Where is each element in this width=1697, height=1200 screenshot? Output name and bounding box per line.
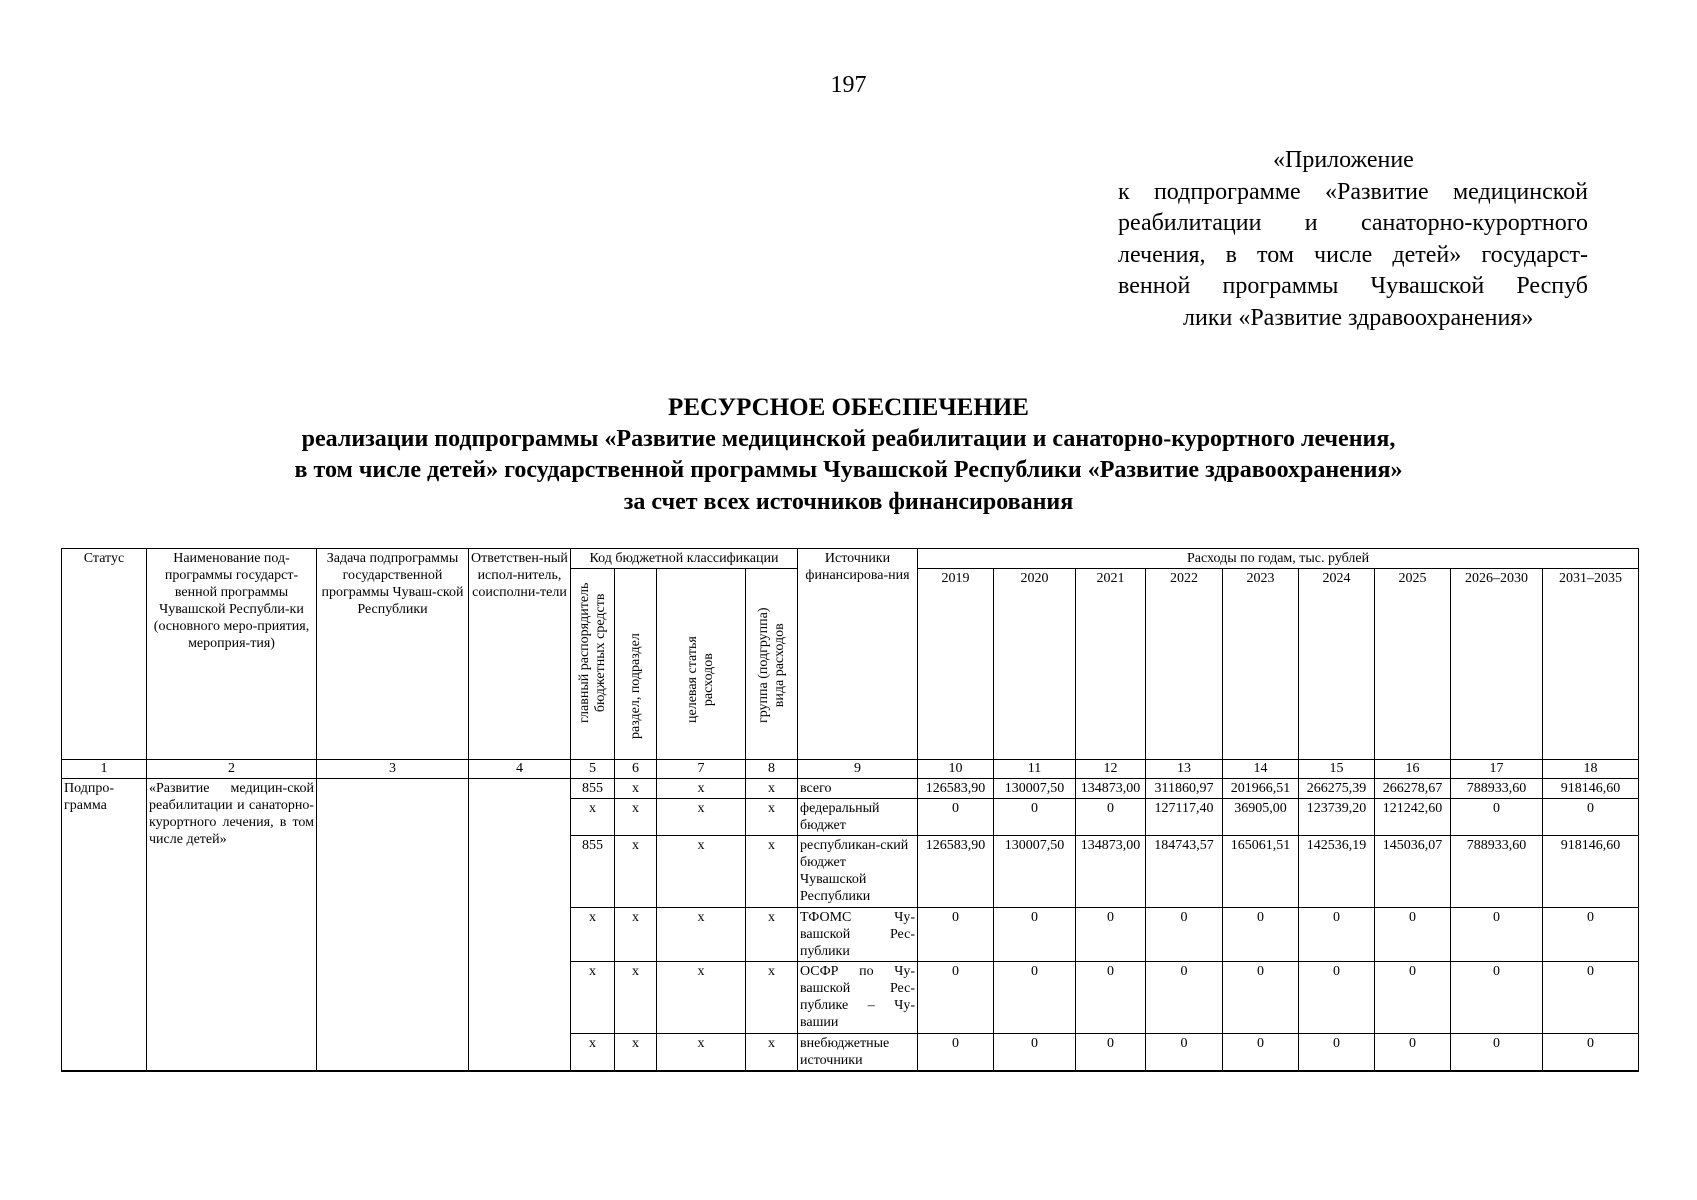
value-cell: 201966,51 xyxy=(1223,779,1299,799)
header-cs-line: расходов xyxy=(701,653,716,707)
value-cell: 0 xyxy=(1146,908,1223,962)
value-cell: 127117,40 xyxy=(1146,799,1223,836)
column-number: 1 xyxy=(62,760,147,779)
gr-cell: 855 xyxy=(571,779,615,799)
header-cs-text xyxy=(685,636,717,723)
header-vr-line: вида расходов xyxy=(771,623,787,708)
cs-cell: x xyxy=(657,962,746,1034)
cs-cell: x xyxy=(657,779,746,799)
value-cell: 126583,90 xyxy=(918,836,994,908)
task-cell xyxy=(317,779,469,1072)
value-cell: 0 xyxy=(994,962,1076,1034)
header-cs xyxy=(657,569,746,760)
rz-cell: x xyxy=(615,962,657,1034)
vr-cell: x xyxy=(746,779,798,799)
vr-cell: x xyxy=(746,1034,798,1072)
rz-cell: x xyxy=(615,1034,657,1072)
value-cell: 134873,00 xyxy=(1076,836,1146,908)
value-cell: 0 xyxy=(1451,908,1543,962)
value-cell: 0 xyxy=(1543,962,1639,1034)
header-year: 2023 xyxy=(1223,569,1299,760)
header-rz-text xyxy=(628,633,644,739)
appendix-note xyxy=(1118,145,1588,334)
column-number: 11 xyxy=(994,760,1076,779)
header-rz-line: раздел, подраздел xyxy=(627,633,643,739)
value-cell: 918146,60 xyxy=(1543,779,1639,799)
value-cell: 0 xyxy=(1223,908,1299,962)
value-cell: 266275,39 xyxy=(1299,779,1375,799)
header-cs-line: целевая статья xyxy=(685,636,700,723)
header-gr xyxy=(571,569,615,760)
value-cell: 165061,51 xyxy=(1223,836,1299,908)
value-cell: 0 xyxy=(1451,1034,1543,1072)
value-cell: 0 xyxy=(918,962,994,1034)
value-cell: 266278,67 xyxy=(1375,779,1451,799)
value-cell: 0 xyxy=(1543,908,1639,962)
value-cell: 0 xyxy=(918,799,994,836)
gr-cell: 855 xyxy=(571,836,615,908)
value-cell: 0 xyxy=(1375,962,1451,1034)
header-budget-code: Код бюджетной классификации xyxy=(571,549,798,569)
gr-cell: x xyxy=(571,799,615,836)
header-vr-line: группа (подгруппа) xyxy=(755,607,771,723)
header-year: 2025 xyxy=(1375,569,1451,760)
value-cell: 0 xyxy=(1543,799,1639,836)
header-rz xyxy=(615,569,657,760)
appendix-line: к подпрограмме «Развитие медицинской xyxy=(1118,178,1588,205)
value-cell: 130007,50 xyxy=(994,779,1076,799)
resource-table xyxy=(61,548,1639,1072)
cs-cell: x xyxy=(657,799,746,836)
source-cell: внебюджетные источники xyxy=(798,1034,918,1072)
column-number: 13 xyxy=(1146,760,1223,779)
column-number: 4 xyxy=(469,760,571,779)
value-cell: 0 xyxy=(1375,908,1451,962)
header-expenses: Расходы по годам, тыс. рублей xyxy=(918,549,1639,569)
source-cell: республикан-ский бюджет Чувашской Республики xyxy=(798,836,918,908)
value-cell: 0 xyxy=(1146,1034,1223,1072)
appendix-line: «Приложение xyxy=(1273,147,1414,173)
value-cell: 184743,57 xyxy=(1146,836,1223,908)
column-number: 5 xyxy=(571,760,615,779)
title-line: в том числе детей» государственной программы Чувашской Республики «Развитие здравоохранения» xyxy=(294,457,1403,483)
header-row xyxy=(62,549,1639,569)
header-name: Наименование под-программы государст-венной программы Чувашской Республи-ки (основного меро-приятия, мероприя-тия) xyxy=(147,549,317,760)
header-year: 2026–2030 xyxy=(1451,569,1543,760)
value-cell: 311860,97 xyxy=(1146,779,1223,799)
header-year: 2021 xyxy=(1076,569,1146,760)
title-line: реализации подпрограммы «Развитие медицинской реабилитации и санаторно-курортного лечения, xyxy=(301,425,1396,452)
header-status: Статус xyxy=(62,549,147,760)
value-cell: 145036,07 xyxy=(1375,836,1451,908)
value-cell: 0 xyxy=(1146,962,1223,1034)
status-cell: Подпро-грамма xyxy=(62,779,147,1072)
title-line: за счет всех источников финансирования xyxy=(623,488,1074,515)
appendix-line: лики «Развитие здравоохранения» xyxy=(1183,304,1534,331)
column-number: 18 xyxy=(1543,760,1639,779)
gr-cell: x xyxy=(571,908,615,962)
appendix-line: венной программы Чувашской Респуб xyxy=(1118,273,1588,299)
value-cell: 130007,50 xyxy=(994,836,1076,908)
document-title xyxy=(0,392,1697,518)
value-cell: 0 xyxy=(1451,799,1543,836)
value-cell: 0 xyxy=(1076,908,1146,962)
column-number: 7 xyxy=(657,760,746,779)
rz-cell: x xyxy=(615,908,657,962)
subprogram-name-cell: «Развитие медицин-ской реабилитации и санаторно-курортного лечения, в том числе детей» xyxy=(147,779,317,1072)
gr-cell: x xyxy=(571,962,615,1034)
source-cell: всего xyxy=(798,779,918,799)
header-gr-text xyxy=(577,583,609,723)
header-gr-line: бюджетных средств xyxy=(592,593,608,713)
column-number: 16 xyxy=(1375,760,1451,779)
value-cell: 0 xyxy=(918,908,994,962)
header-sources: Источники финансирова-ния xyxy=(798,549,918,760)
appendix-line: реабилитации и санаторно-курортного xyxy=(1118,210,1588,236)
value-cell: 0 xyxy=(1543,1034,1639,1072)
value-cell: 0 xyxy=(1076,962,1146,1034)
gr-cell: x xyxy=(571,1034,615,1072)
responsible-cell xyxy=(469,779,571,1072)
source-cell: федеральный бюджет xyxy=(798,799,918,836)
source-cell: ТФОМС Чу-вашской Рес-публики xyxy=(798,908,918,962)
column-number: 17 xyxy=(1451,760,1543,779)
header-task: Задача подпрограммы государственной программы Чуваш-ской Республики xyxy=(317,549,469,760)
title-main: РЕСУРСНОЕ ОБЕСПЕЧЕНИЕ xyxy=(668,394,1029,421)
column-number: 12 xyxy=(1076,760,1146,779)
value-cell: 0 xyxy=(1076,799,1146,836)
column-number: 2 xyxy=(147,760,317,779)
header-year: 2022 xyxy=(1146,569,1223,760)
value-cell: 36905,00 xyxy=(1223,799,1299,836)
source-cell: ОСФР по Чу-вашской Рес-публике – Чу-вашии xyxy=(798,962,918,1034)
appendix-line: лечения, в том числе детей» государст- xyxy=(1118,241,1588,268)
column-number: 15 xyxy=(1299,760,1375,779)
column-number: 8 xyxy=(746,760,798,779)
value-cell: 121242,60 xyxy=(1375,799,1451,836)
value-cell: 918146,60 xyxy=(1543,836,1639,908)
header-vr-text xyxy=(756,607,788,723)
value-cell: 134873,00 xyxy=(1076,779,1146,799)
value-cell: 0 xyxy=(1223,962,1299,1034)
rz-cell: x xyxy=(615,799,657,836)
header-year: 2019 xyxy=(918,569,994,760)
column-number-row xyxy=(62,760,1639,779)
page-number: 197 xyxy=(830,72,867,98)
value-cell: 126583,90 xyxy=(918,779,994,799)
vr-cell: x xyxy=(746,908,798,962)
header-vr xyxy=(746,569,798,760)
vr-cell: x xyxy=(746,962,798,1034)
header-responsible: Ответствен-ный испол-нитель, соисполни-тели xyxy=(469,549,571,760)
value-cell: 142536,19 xyxy=(1299,836,1375,908)
value-cell: 0 xyxy=(1299,1034,1375,1072)
value-cell: 0 xyxy=(918,1034,994,1072)
value-cell: 0 xyxy=(1299,908,1375,962)
value-cell: 0 xyxy=(1223,1034,1299,1072)
header-gr-line: главный распорядитель xyxy=(576,582,592,723)
value-cell: 0 xyxy=(1299,962,1375,1034)
column-number: 14 xyxy=(1223,760,1299,779)
value-cell: 788933,60 xyxy=(1451,836,1543,908)
cs-cell: x xyxy=(657,836,746,908)
cs-cell: x xyxy=(657,1034,746,1072)
column-number: 6 xyxy=(615,760,657,779)
header-year: 2024 xyxy=(1299,569,1375,760)
value-cell: 0 xyxy=(1451,962,1543,1034)
vr-cell: x xyxy=(746,799,798,836)
header-year: 2031–2035 xyxy=(1543,569,1639,760)
value-cell: 0 xyxy=(1076,1034,1146,1072)
rz-cell: x xyxy=(615,836,657,908)
value-cell: 0 xyxy=(994,908,1076,962)
value-cell: 0 xyxy=(1375,1034,1451,1072)
table-row xyxy=(62,779,1639,799)
value-cell: 788933,60 xyxy=(1451,779,1543,799)
cs-cell: x xyxy=(657,908,746,962)
column-number: 3 xyxy=(317,760,469,779)
column-number: 10 xyxy=(918,760,994,779)
vr-cell: x xyxy=(746,836,798,908)
value-cell: 0 xyxy=(994,799,1076,836)
header-year: 2020 xyxy=(994,569,1076,760)
value-cell: 123739,20 xyxy=(1299,799,1375,836)
value-cell: 0 xyxy=(994,1034,1076,1072)
column-number: 9 xyxy=(798,760,918,779)
rz-cell: x xyxy=(615,779,657,799)
